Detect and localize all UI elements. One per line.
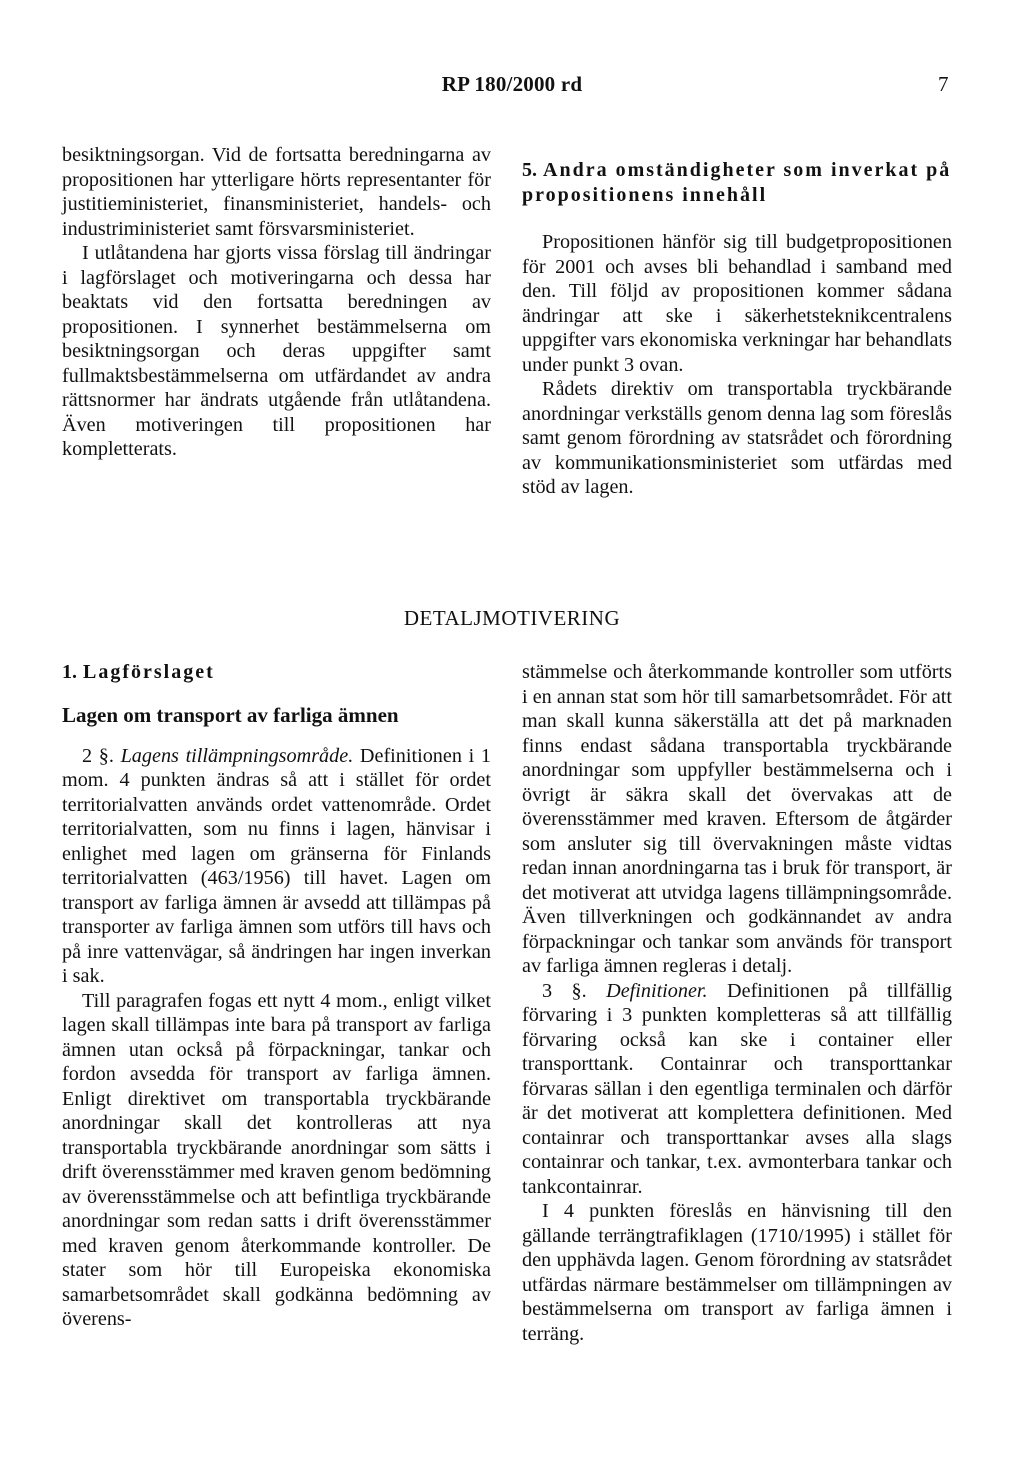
paragraph: I 4 punkten föreslås en hänvisning till den gällande terrängtrafiklagen (1710/1995) i stället för den upphävda lagen. Genom förordning av statsrådet utfärdas närmare bestämmelser om tillämpningen av bestämmelserna om transport av farliga ämnen i terräng.: [522, 1200, 952, 1345]
section-number: 1.: [62, 661, 77, 683]
column-top-left: [62, 143, 491, 462]
paragraph: I utlåtandena har gjorts vissa förslag till ändringar i lagförslaget och motiveringarna och dessa har beaktats vid den fortsatta beredningen av propositionen. I synnerhet bestämmelserna om besiktningsorgan och deras uppgifter samt fullmaktsbestämmelserna om utfärdandet av andra rättsnormer har ändrats utgående från utlåtandena. Även motiveringen till propositionen har kompletterats.: [62, 242, 491, 460]
paragraph-italic: Definitioner.: [606, 979, 708, 1002]
paragraph: stämmelse och återkommande kontroller som utförts i en annan stat som hör till samarbetsområdet. För att man skall kunna säkerställa att det på marknaden finns endast sådana transportabla tryckbärande anordningar som uppfyller bestämmelserna och i övrigt är säkra skall det övervakas att de överensstämmer med kraven. Eftersom de åtgärder som ansluter sig till övervakningen måste vidtas redan innan anordningarna tas i bruk för transport, är det motiverat att utvidga lagens tillämpningsområde. Även tillverkningen och godkännandet av andra förpackningar och tankar som används för transport av farliga ämnen regleras i detalj.: [522, 661, 952, 977]
paragraph: Rådets direktiv om transportabla tryckbärande anordningar verkställs genom denna lag som föreslås samt genom förordning av statsrådet och förordning av kommunikationsministeriet som utfärdas med stöd av lagen.: [522, 378, 952, 498]
law-subheading: Lagen om transport av farliga ämnen: [62, 703, 399, 727]
paragraph-text: Definitionen i 1 mom. 4 punkten ändras så att i stället för ordet territorialvatten används ordet vattenområde. Ordet territorialvatten, som nu finns i lagen, hänvisar i enlighet med lagen om gränserna för Finlands territorialvatten (463/1956) till havet. Lagen om transport av farliga ämnen är avsedd att tillämpas på transporter av farliga ämnen som utförs till havs och på inre vattenvägar, så ändringen har ingen inverkan i sak.: [62, 744, 491, 987]
paragraph-lead: 3 §.: [542, 979, 587, 1002]
paragraph: [522, 979, 952, 1200]
section-number: 5.: [522, 159, 537, 181]
section-heading: [62, 660, 491, 685]
paragraph: [62, 744, 491, 989]
section-heading-text: Andra omständigheter som inverkat på propositionens innehåll: [522, 159, 952, 206]
paragraph-text: Definitionen på tillfällig förvaring i 3 punkten kompletteras så att tillfällig förvaring också kan ske i container eller transporttank. Containrar och transporttankar förvaras sällan i den egentliga terminalen och därför är det motiverat att komplettera definitionen. Med containrar och transporttankar avses alla slags containrar och tankar, t.ex. avmonterbara tankar och tankcontainrar.: [522, 979, 953, 1198]
column-bottom-left: [62, 660, 491, 1332]
column-bottom-right: [522, 660, 952, 1346]
paragraph: Propositionen hänför sig till budgetpropositionen för 2001 och avses bli behandlad i samband med den. Till följd av propositionen kommer sådana ändringar att ske i säkerhetsteknikcentralens uppgifter vars ekonomiska verkningar har behandlats under punkt 3 ovan.: [522, 231, 952, 376]
document-title: RP 180/2000 rd: [441, 72, 583, 96]
paragraph: Till paragrafen fogas ett nytt 4 mom., enligt vilket lagen skall tillämpas inte bara på transport av farliga ämnen utan också på förpackningar, tankar och fordon avsedda för transport av farliga ämnen. Enligt direktivet om transportabla tryckbärande anordningar skall det kontrolleras att nya transportabla tryckbärande anordningar som sätts i drift överensstämmer med kraven genom bedömning av överensstämmelse och att befintliga tryckbärande anordningar som redan satts i drift överensstämmer med kraven genom återkommande kontroller. De stater som hör till Europeiska ekonomiska samarbetsområdet skall godkänna bedömning av överens-: [62, 989, 491, 1330]
page-number: 7: [938, 72, 949, 96]
running-header: [0, 72, 1024, 102]
paragraph: besiktningsorgan. Vid de fortsatta beredningarna av propositionen har ytterligare hörts representanter för justitieministeriet, finansministeriet, handels- och industriministeriet samt försvarsministeriet.: [62, 144, 491, 240]
paragraph-italic: Lagens tillämpningsområde.: [120, 744, 354, 767]
section-heading-text: Lagförslaget: [83, 661, 215, 683]
paragraph-lead: 2 §.: [82, 744, 114, 767]
detalj-heading: DETALJMOTIVERING: [403, 606, 621, 630]
section-heading: [522, 158, 952, 208]
column-top-right: [522, 158, 952, 500]
